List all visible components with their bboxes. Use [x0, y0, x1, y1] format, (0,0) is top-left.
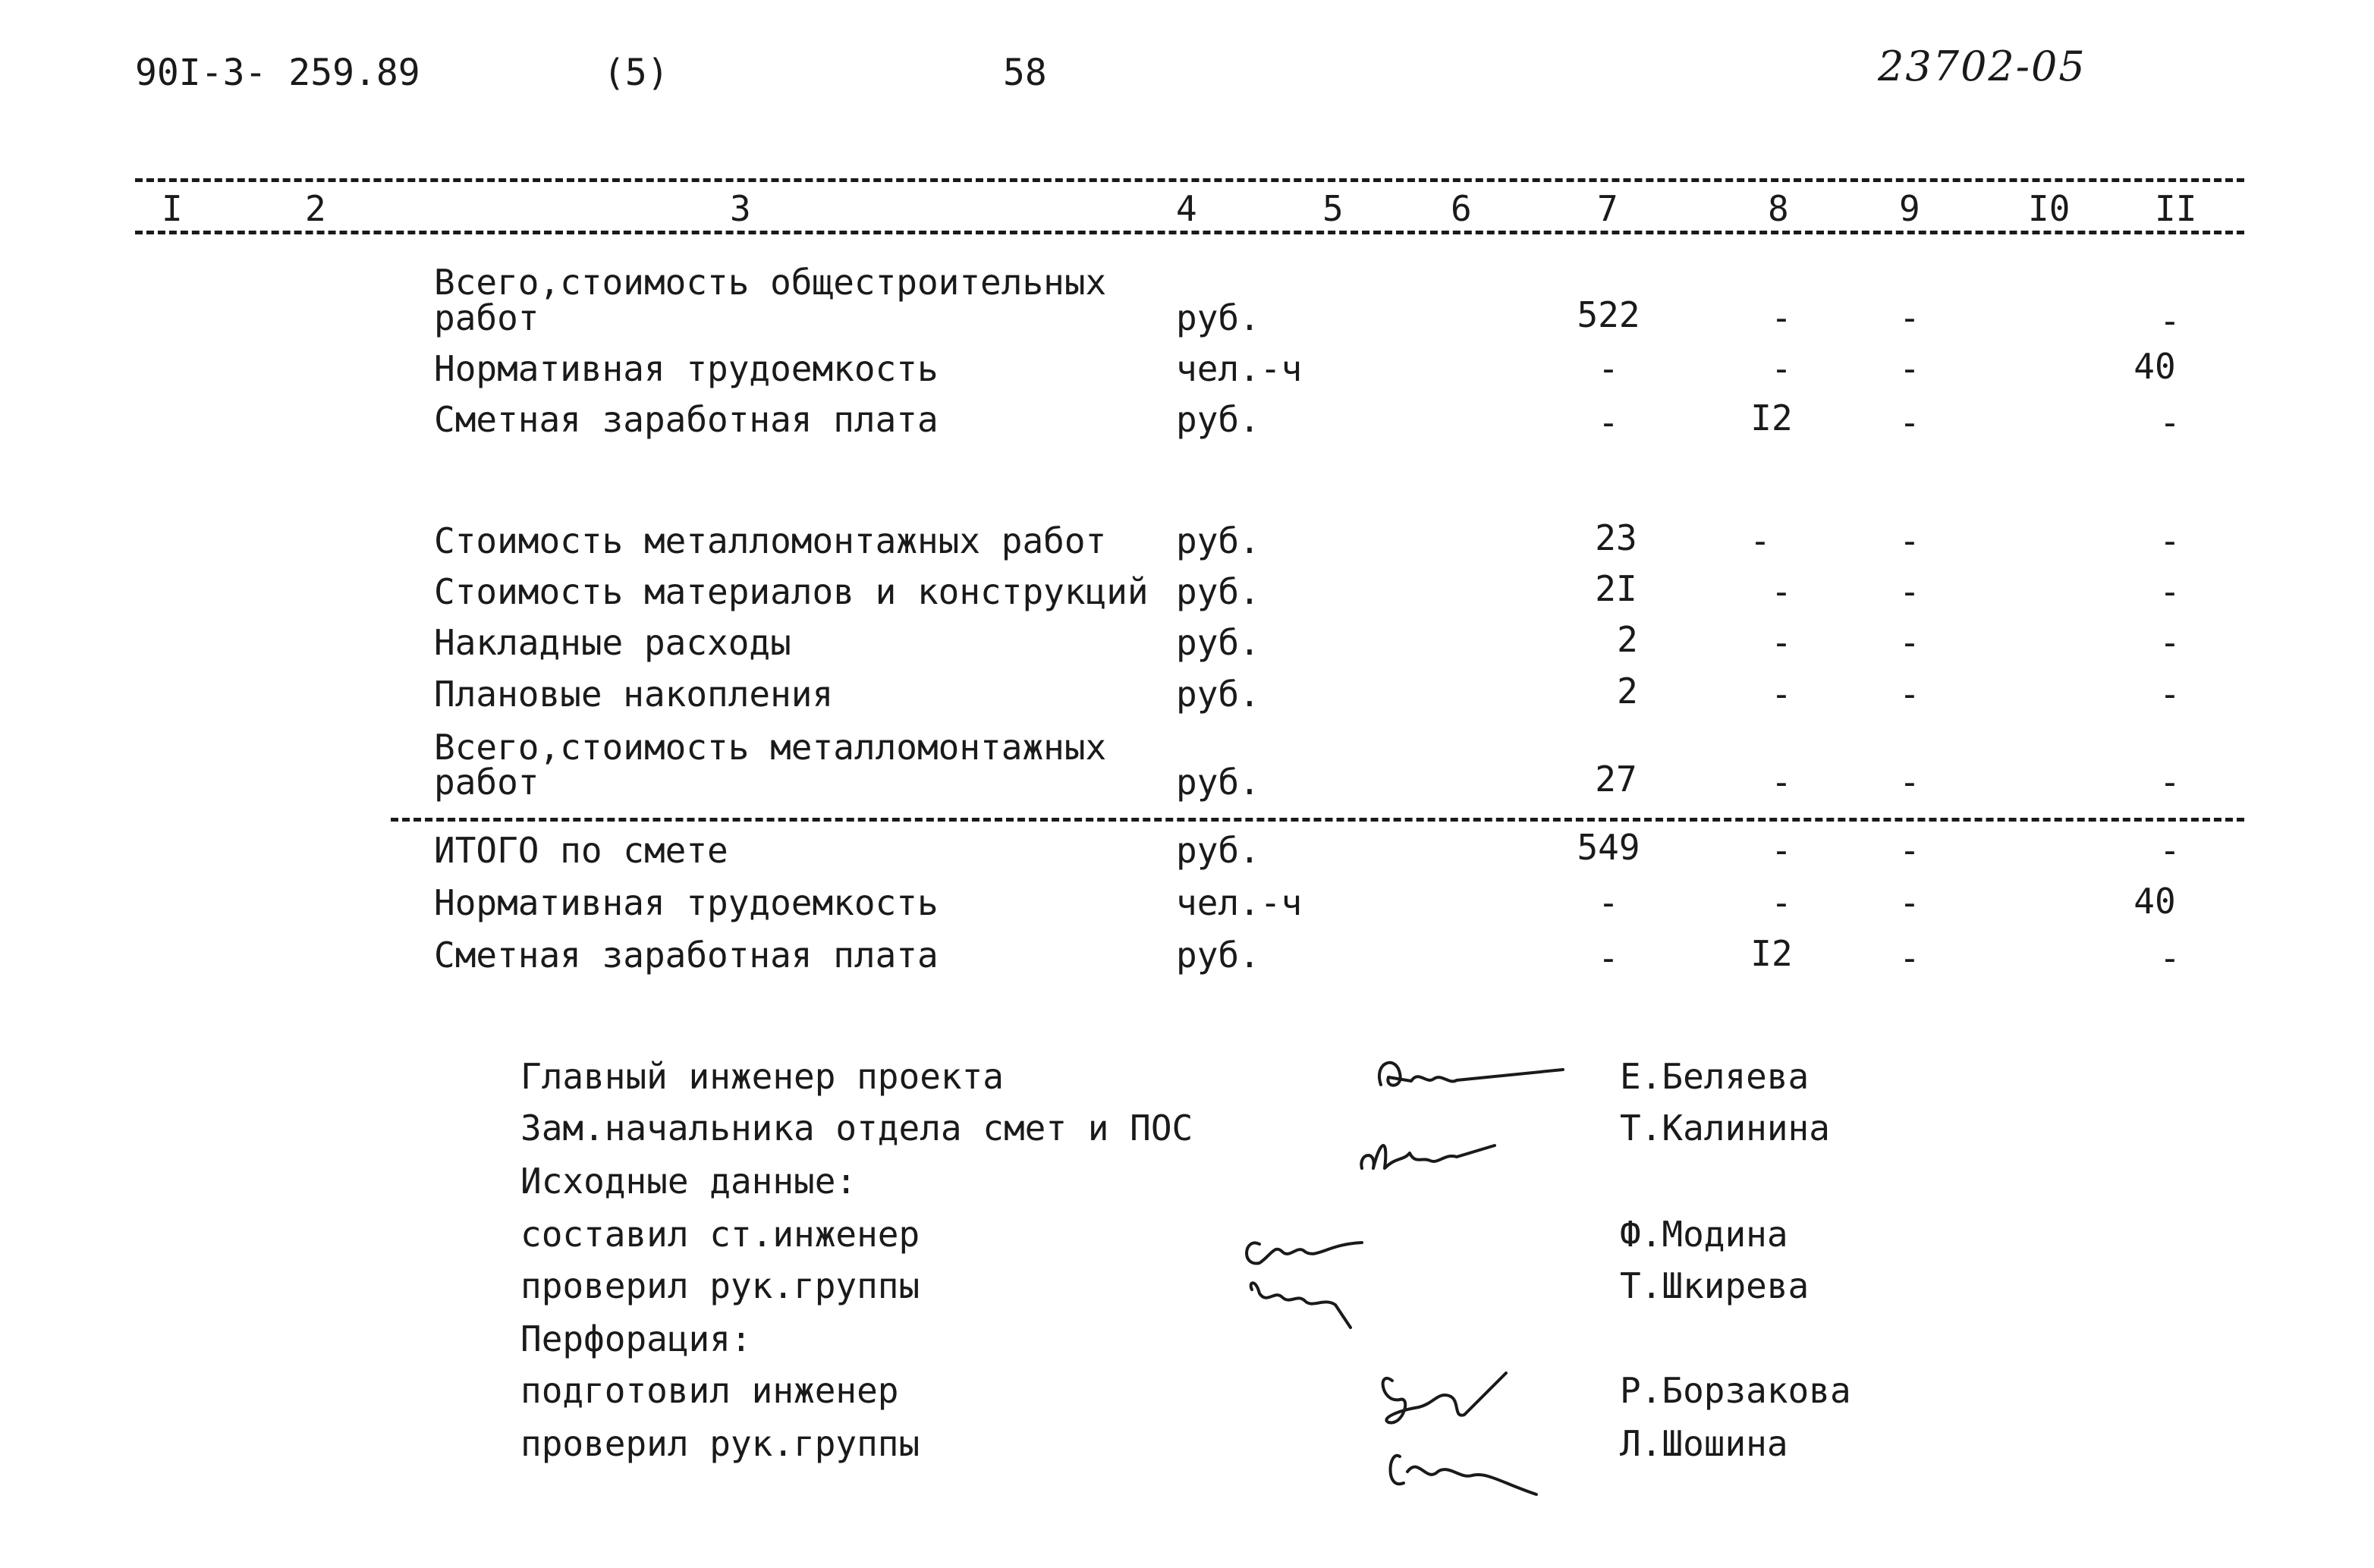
signature-name: Т.Калинина [1620, 1108, 1830, 1149]
col-header-6: 6 [1451, 188, 1472, 229]
inventory-number: 23702-05 [1878, 42, 2086, 90]
row-col7: 23 [1595, 517, 1637, 558]
col-header-2: 2 [305, 188, 326, 229]
row-col8: - [1771, 762, 1792, 803]
signature-role: Главный инженер проекта [520, 1056, 1004, 1097]
row-name: Стоимость металломонтажных работ [434, 520, 1107, 561]
row-col8: I2 [1750, 397, 1793, 438]
row-unit: руб. [1176, 520, 1260, 561]
row-unit: руб. [1176, 762, 1260, 803]
signature-name: Р.Борзакова [1620, 1370, 1851, 1411]
row-col11: - [2159, 938, 2181, 979]
handwritten-signature [1366, 1047, 1578, 1100]
row-col7: 2 [1617, 619, 1638, 660]
row-col9: - [1899, 520, 1920, 561]
row-col9: - [1899, 622, 1920, 663]
row-col8: - [1771, 830, 1792, 871]
row-col9: - [1899, 882, 1920, 923]
col-header-7: 7 [1597, 188, 1618, 229]
col-header-5: 5 [1322, 188, 1344, 229]
row-col7: 2I [1595, 568, 1637, 609]
row-col7: - [1598, 938, 1619, 979]
row-col7: 27 [1595, 759, 1637, 800]
row-col8: - [1771, 674, 1792, 715]
column-header-top-rule [135, 178, 2244, 182]
row-col7: 522 [1577, 294, 1640, 335]
row-name: Сметная заработная плата [434, 399, 939, 440]
section-label: Исходные данные: [520, 1161, 857, 1202]
row-unit: руб. [1176, 674, 1260, 715]
col-header-3: 3 [730, 188, 751, 229]
col-header-8: 8 [1768, 188, 1789, 229]
row-col7: 2 [1617, 671, 1638, 712]
handwritten-signature [1366, 1350, 1563, 1510]
row-name-continued: работ [434, 297, 539, 338]
row-col11: - [2159, 520, 2181, 561]
total-row-name: ИТОГО по смете [434, 830, 728, 871]
row-unit: руб. [1176, 571, 1260, 612]
row-col8: - [1771, 571, 1792, 612]
row-col7: - [1598, 348, 1619, 389]
row-name: Плановые накопления [434, 674, 834, 715]
row-col9: - [1899, 762, 1920, 803]
document-part: (5) [603, 52, 669, 94]
row-col7: - [1598, 882, 1619, 923]
col-header-4: 4 [1176, 188, 1197, 229]
col-header-11: II [2155, 188, 2197, 229]
row-col7: 549 [1577, 827, 1640, 868]
signature-name: Т.Шкирева [1620, 1265, 1810, 1306]
signature-name: Е.Беляева [1620, 1056, 1810, 1097]
row-col11: 40 [2133, 346, 2176, 387]
signature-role: проверил рук.группы [520, 1265, 920, 1306]
signature-name: Ф.Модина [1620, 1214, 1788, 1255]
row-name: Нормативная трудоемкость [434, 348, 939, 389]
row-col9: - [1899, 830, 1920, 871]
row-unit: руб. [1176, 297, 1260, 338]
handwritten-signature [1351, 1123, 1502, 1183]
row-col9: - [1899, 348, 1920, 389]
row-col9: - [1899, 674, 1920, 715]
row-col8: - [1771, 348, 1792, 389]
row-col7: - [1598, 402, 1619, 443]
section-label: Перфорация: [520, 1318, 752, 1359]
signature-role: составил ст.инженер [520, 1214, 920, 1255]
row-name-continued: работ [434, 762, 539, 803]
row-col11: - [2159, 622, 2181, 663]
row-col9: - [1899, 297, 1920, 338]
total-separator-rule [391, 818, 2244, 822]
row-name: Всего,стоимость металломонтажных [434, 727, 1107, 768]
row-col8: - [1750, 520, 1771, 561]
row-unit: руб. [1176, 830, 1260, 871]
signature-role: Зам.начальника отдела смет и ПОС [520, 1108, 1193, 1149]
signature-name: Л.Шошина [1620, 1423, 1788, 1464]
page-number: 58 [1003, 52, 1047, 94]
signature-role: проверил рук.группы [520, 1423, 920, 1464]
row-name: Всего,стоимость общестроительных [434, 262, 1107, 303]
handwritten-signature [1229, 1221, 1396, 1350]
row-unit: руб. [1176, 935, 1260, 976]
row-col11: 40 [2133, 881, 2176, 922]
row-unit: руб. [1176, 399, 1260, 440]
document-code: 90I-3- 259.89 [135, 52, 420, 94]
row-name: Стоимость материалов и конструкций [434, 571, 1149, 612]
signature-role: подготовил инженер [520, 1370, 899, 1411]
row-col11: - [2159, 571, 2181, 612]
row-col11: - [2159, 762, 2181, 803]
row-col9: - [1899, 938, 1920, 979]
row-col8: - [1771, 882, 1792, 923]
row-col11: - [2159, 300, 2181, 341]
row-name: Накладные расходы [434, 622, 791, 663]
row-col11: - [2159, 830, 2181, 871]
row-unit: руб. [1176, 622, 1260, 663]
row-col9: - [1899, 402, 1920, 443]
col-header-10: I0 [2028, 188, 2071, 229]
row-unit: чел.-ч [1176, 348, 1303, 389]
row-col11: - [2159, 674, 2181, 715]
row-col8: I2 [1750, 933, 1793, 974]
col-header-1: I [162, 188, 183, 229]
row-col8: - [1771, 297, 1792, 338]
row-name: Сметная заработная плата [434, 935, 939, 976]
row-name: Нормативная трудоемкость [434, 882, 939, 923]
col-header-9: 9 [1899, 188, 1920, 229]
row-col8: - [1771, 622, 1792, 663]
row-col11: - [2159, 402, 2181, 443]
row-unit: чел.-ч [1176, 882, 1303, 923]
column-header-bottom-rule [135, 231, 2244, 234]
row-col9: - [1899, 571, 1920, 612]
